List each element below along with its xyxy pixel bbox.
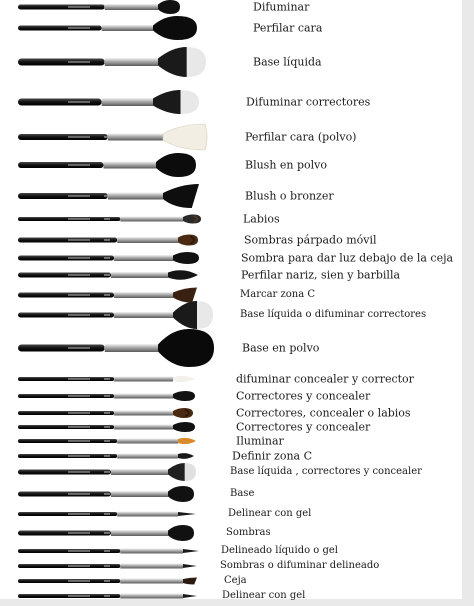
brush-25	[18, 549, 199, 554]
brush-label: Correctores y concealer	[236, 389, 371, 403]
brush-label: Base líquida , correctores y concealer	[230, 466, 422, 477]
brush-10	[18, 252, 199, 264]
brush-3	[18, 47, 206, 77]
brush-label: Correctores, concealer o labios	[236, 406, 411, 420]
brush-23	[18, 512, 196, 517]
brush-label: Labios	[243, 212, 280, 226]
brush-label: Perfilar cara (polvo)	[245, 130, 357, 144]
brush-22	[18, 486, 194, 502]
brush-26	[18, 564, 197, 569]
brush-16	[18, 391, 195, 401]
brush-28	[18, 594, 197, 599]
brush-label: Delineado líquido o gel	[221, 545, 339, 556]
brush-15	[18, 376, 195, 382]
brush-1	[18, 0, 180, 14]
brush-20	[18, 453, 194, 459]
brush-label: Correctores y concealer	[236, 420, 371, 434]
brush-18	[18, 422, 195, 432]
brush-14	[18, 329, 214, 367]
brush-label: Base líquida	[253, 55, 322, 69]
brush-5	[18, 124, 207, 150]
brush-label: Blush en polvo	[245, 158, 328, 172]
brush-label: Base	[230, 488, 255, 499]
brush-11	[18, 270, 198, 279]
brush-label: Marcar zona C	[240, 289, 316, 300]
brush-label: Definir zona C	[232, 449, 312, 463]
brush-label: Sombra para dar luz debajo de la ceja	[241, 251, 454, 265]
brush-17	[18, 408, 193, 418]
brush-label: Base líquida o difuminar correctores	[240, 309, 427, 320]
brush-24	[18, 525, 194, 541]
brush-7	[18, 184, 199, 208]
brush-4	[18, 90, 199, 114]
brush-27	[18, 578, 197, 585]
brush-21	[18, 463, 196, 481]
brush-6	[18, 153, 196, 177]
brush-8	[18, 215, 201, 224]
right-edge-strip	[462, 0, 474, 606]
brush-label: Sombras o difuminar delineado	[220, 560, 380, 571]
brush-label: Difuminar correctores	[246, 95, 371, 109]
brush-19	[18, 438, 196, 444]
brush-label: Ceja	[224, 575, 247, 586]
brush-12	[18, 288, 197, 303]
brush-label: Perfilar nariz, sien y barbilla	[241, 268, 401, 282]
brush-label: Sombras párpado móvil	[244, 233, 377, 247]
brush-9	[18, 235, 198, 246]
brush-label: Difuminar	[253, 0, 310, 14]
brush-label: difuminar concealer y corrector	[236, 372, 414, 386]
brush-label: Iluminar	[236, 434, 284, 448]
brush-label: Blush o bronzer	[245, 189, 334, 203]
brush-label: Base en polvo	[242, 341, 320, 355]
brush-13	[18, 301, 213, 329]
brush-label: Sombras	[226, 527, 271, 538]
brush-2	[18, 16, 197, 40]
brush-label: Perfilar cara	[253, 21, 323, 35]
brush-label: Delinear con gel	[222, 590, 306, 601]
brush-label: Delinear con gel	[228, 508, 312, 519]
